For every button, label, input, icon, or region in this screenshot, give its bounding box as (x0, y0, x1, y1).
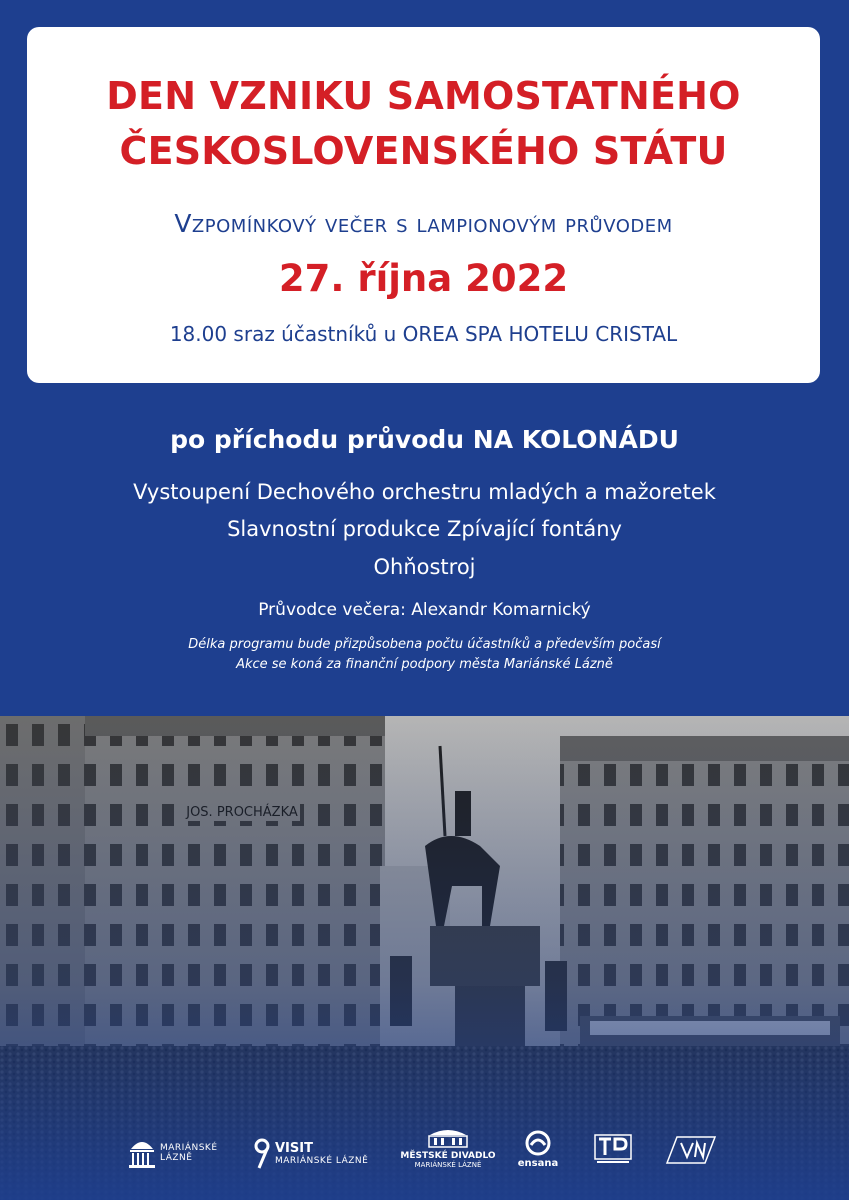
logo-text: VISIT (275, 1141, 313, 1156)
pin-icon (253, 1137, 271, 1169)
vn-logo (663, 1133, 719, 1171)
logo-text: MĚSTSKÉ DIVADLO (400, 1151, 496, 1161)
logo-text: MARIÁNSKÉ LÁZNĚ (275, 1156, 369, 1166)
logo-text: LÁZNĚ (160, 1153, 193, 1163)
tbs-icon (593, 1133, 633, 1165)
title-line-2: ČESKOSLOVENSKÉHO STÁTU (119, 129, 728, 173)
colonnade-icon (128, 1135, 156, 1169)
subtitle: Vzpomínkový večer s lampionovým průvodem (174, 209, 673, 238)
logo-text: MARIÁNSKÉ LÁZNĚ (414, 1161, 482, 1169)
program-item: Vystoupení Dechového orchestru mladých a mažoretek (133, 480, 716, 504)
ensana-icon (523, 1129, 553, 1157)
funding-note: Akce se koná za finanční podpory města Mariánské Lázně (236, 657, 613, 672)
title-line-1: DEN VZNIKU SAMOSTATNÉHO (106, 74, 741, 118)
tbs-logo (593, 1133, 633, 1169)
program-heading: po příchodu průvodu NA KOLONÁDU (170, 425, 679, 454)
header-card (27, 27, 820, 383)
meeting-point: 18.00 sraz účastníků u OREA SPA HOTELU CRISTAL (169, 322, 678, 346)
program-note: Délka programu bude přizpůsobena počtu účastníků a především počasí (188, 637, 661, 652)
program-item: Slavnostní produkce Zpívající fontány (227, 517, 622, 541)
evening-guide: Průvodce večera: Alexandr Komarnický (258, 600, 591, 620)
logo-text: MARIÁNSKÉ (160, 1143, 218, 1153)
program-item: Ohňostroj (373, 555, 476, 579)
theatre-icon (426, 1127, 470, 1149)
partner-logos (0, 1125, 849, 1185)
vn-icon (663, 1133, 719, 1167)
event-date: 27. října 2022 (278, 257, 569, 300)
logo-text: ensana (517, 1158, 559, 1169)
